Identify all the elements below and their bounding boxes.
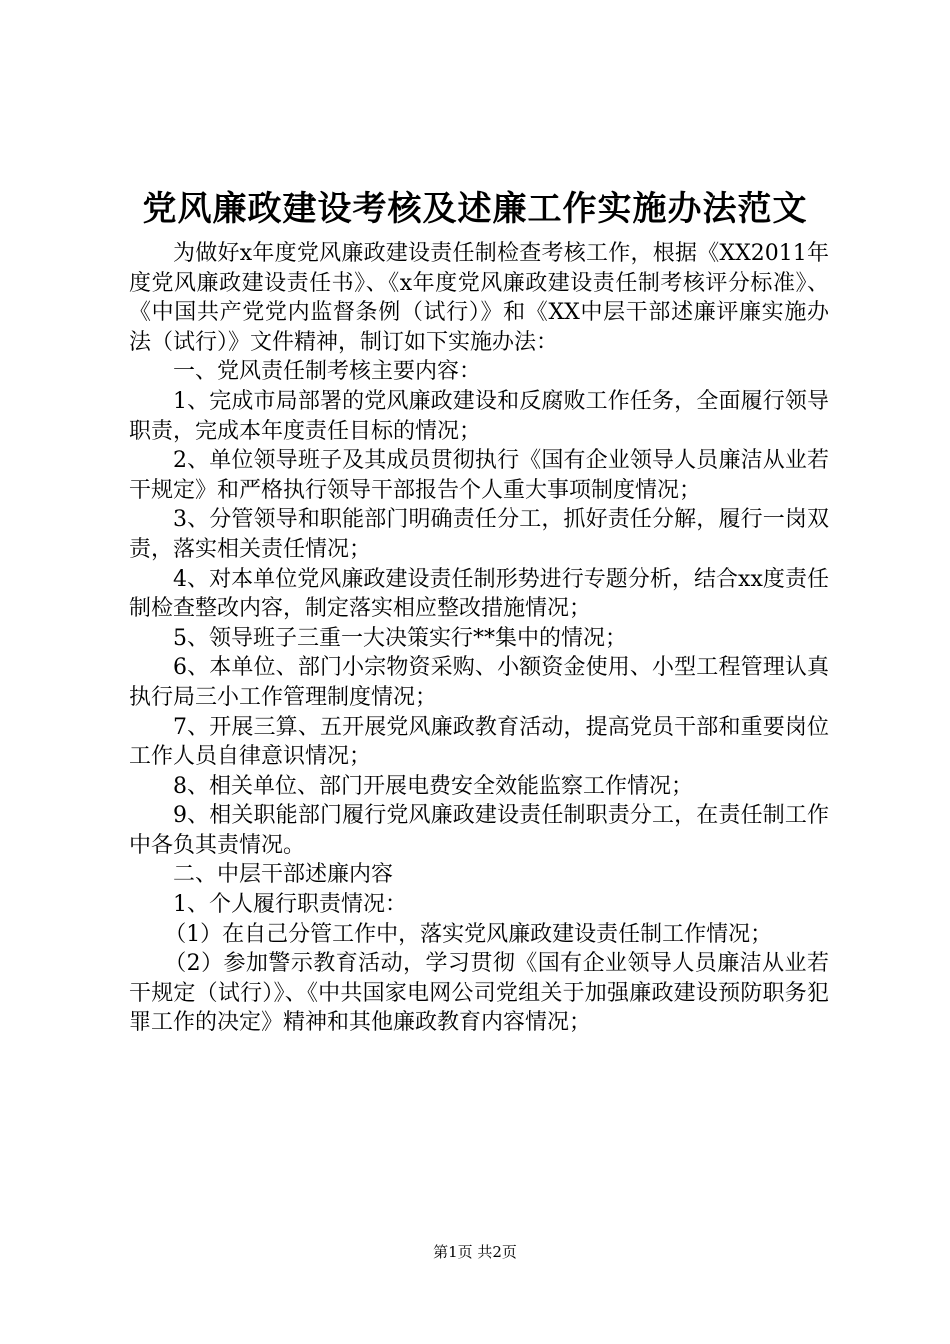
- paragraph-item-5: 5、领导班子三重一大决策实行**集中的情况；: [173, 625, 627, 651]
- document-title: 党风廉政建设考核及述廉工作实施办法范文: [142, 189, 808, 229]
- page-footer: 第1页 共2页: [433, 1243, 517, 1261]
- paragraph-item-7: 7、开展三算、五开展党风廉政教育活动，提高党员干部和重要岗位工作人员自律意识情况；: [129, 714, 829, 770]
- paragraph-item-8: 8、相关单位、部门开展电费安全效能监察工作情况；: [173, 773, 693, 799]
- paragraph-item-2: 2、单位领导班子及其成员贯彻执行《国有企业领导人员廉洁从业若干规定》和严格执行领导干部报告个人重大事项制度情况；: [129, 448, 829, 503]
- paragraph-sub-item-1: （1）在自己分管工作中，落实党风廉政建设责任制工作情况；: [164, 921, 773, 947]
- paragraph-item-9: 9、相关职能部门履行党风廉政建设责任制职责分工，在责任制工作中各负其责情况。: [129, 803, 829, 858]
- paragraph-sub-item-2: （2）参加警示教育活动，学习贯彻《国有企业领导人员廉洁从业若干规定（试行）》、《中共国家电网公司党组关于加强廉政建设预防职务犯罪工作的决定》精神和其他廉政教育内容情况；: [129, 951, 829, 1036]
- paragraph-section-1-heading: 一、党风责任制考核主要内容：: [173, 359, 482, 385]
- document-body: [129, 239, 829, 1038]
- paragraph-section-2-heading: 二、中层干部述廉内容: [173, 862, 394, 888]
- paragraph-subsection-1: 1、个人履行职责情况：: [173, 892, 407, 918]
- paragraph-item-1: 1、完成市局部署的党风廉政建设和反腐败工作任务，全面履行领导职责，完成本年度责任目标的情况；: [129, 388, 829, 444]
- paragraph-item-3: 3、分管领导和职能部门明确责任分工，抓好责任分解，履行一岗双责，落实相关责任情况；: [129, 507, 829, 562]
- paragraph-intro: 为做好x年度党风廉政建设责任制检查考核工作，根据《XX2011年度党风廉政建设责任书》、《x年度党风廉政建设责任制考核评分标准》、《中国共产党党内监督条例（试行）》和《XX中层干部述廉评廉实施办法（试行）》文件精神，制订如下实施办法：: [129, 241, 829, 355]
- paragraph-item-4: 4、对本单位党风廉政建设责任制形势进行专题分析，结合xx度责任制检查整改内容，制定落实相应整改措施情况；: [129, 566, 829, 622]
- paragraph-item-6: 6、本单位、部门小宗物资采购、小额资金使用、小型工程管理认真执行局三小工作管理制度情况；: [129, 655, 829, 710]
